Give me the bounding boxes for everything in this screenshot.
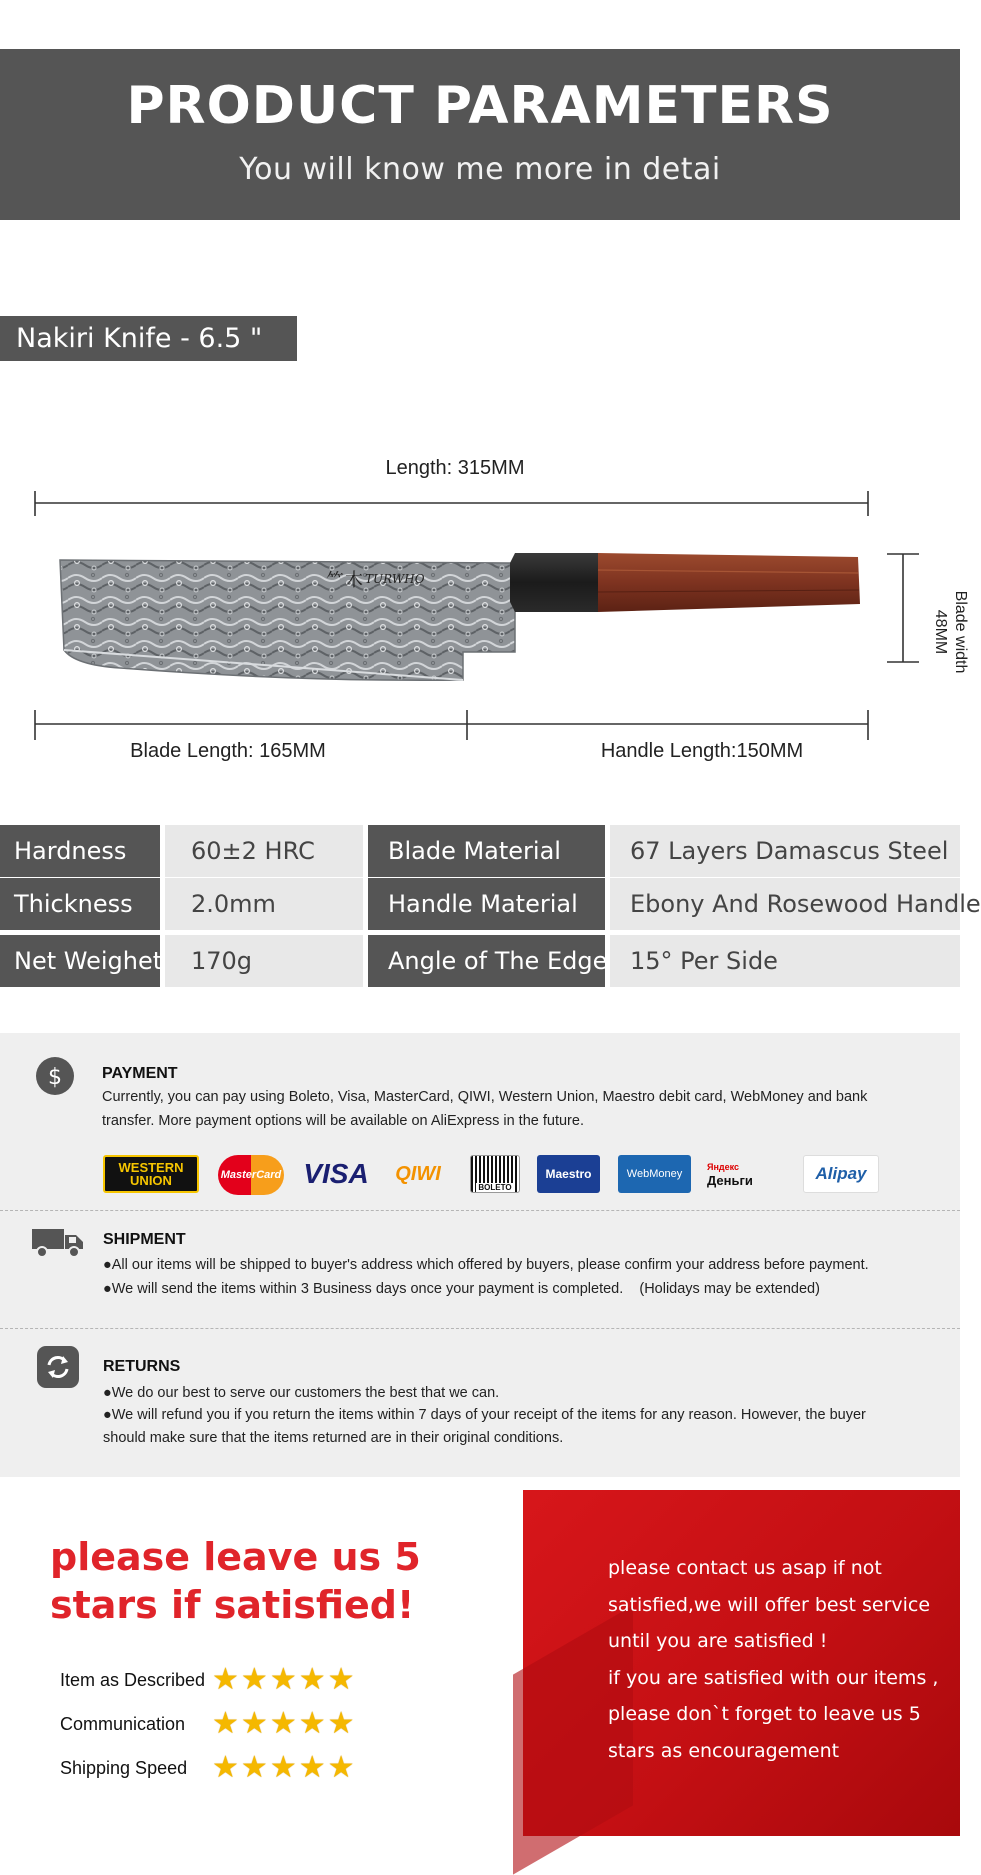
boleto-text: BOLETO <box>478 1183 512 1192</box>
blade-width-value: 48MM <box>932 609 949 655</box>
star-icon: ★ <box>298 1750 326 1785</box>
rating-label: Item as Described <box>60 1669 206 1690</box>
qiwi-logo: QIWI <box>395 1162 441 1185</box>
western-union-logo <box>103 1155 199 1193</box>
returns-line-3: should make sure that the items returned are in their original conditions. <box>103 1430 564 1446</box>
svg-text:$: $ <box>48 1065 62 1090</box>
star-icon: ★ <box>269 1750 297 1785</box>
star-icon: ★ <box>212 1662 239 1697</box>
star-icon: ★ <box>327 1706 355 1741</box>
payment-line-2: transfer. More payment options will be available on AliExpress in the future. <box>102 1113 584 1129</box>
knife-dimension-diagram <box>0 440 960 770</box>
model-tag: Nakiri Knife - 6.5 " <box>0 316 297 361</box>
rating-row <box>60 1707 357 1741</box>
star-icon: ★ <box>298 1662 326 1697</box>
spec-label-handle-material: Handle Material <box>368 878 605 930</box>
rating-label: Communication <box>60 1713 186 1734</box>
boleto-logo <box>470 1155 520 1193</box>
promo-message <box>608 1550 948 1769</box>
blade-length-label: Blade Length: 165MM <box>130 740 326 762</box>
spec-value-thickness: 2.0mm <box>165 878 363 930</box>
blade-brand-text: TURWHO <box>365 572 425 586</box>
divider <box>0 1210 960 1211</box>
blade-width-dimension-line <box>887 554 919 662</box>
promo-title-line-2: stars if satisfied! <box>50 1583 415 1627</box>
star-icon: ★ <box>212 1750 239 1785</box>
promo-message-line: satisfied,we will offer best service <box>608 1593 931 1616</box>
star-icon: ★ <box>269 1706 297 1741</box>
yandex-text-2: Деньги <box>707 1173 753 1188</box>
promo-message-line: please don`t forget to leave us 5 <box>608 1703 921 1725</box>
western-union-text-2: UNION <box>130 1173 172 1188</box>
star-icon: ★ <box>240 1750 268 1785</box>
promo-message-line: stars as encouragement <box>608 1739 840 1762</box>
shipment-title: SHIPMENT <box>103 1231 186 1248</box>
star-icon: ★ <box>240 1706 268 1741</box>
western-union-text-1: WESTERN <box>118 1160 184 1175</box>
promo-message-line: until you are satisfied ! <box>608 1630 828 1652</box>
handle-rosewood <box>598 553 860 612</box>
promo-title-line-1: please leave us 5 <box>50 1535 421 1579</box>
rating-row <box>60 1663 357 1697</box>
webmoney-logo: WebMoney <box>618 1155 691 1193</box>
knife-blade <box>60 560 515 680</box>
spec-label-edge-angle: Angle of The Edge <box>368 935 605 987</box>
handle-ferrule <box>510 553 598 612</box>
refresh-icon <box>36 1345 80 1389</box>
svg-text:⺮: ⺮ <box>326 570 344 591</box>
dollar-icon <box>34 1055 76 1097</box>
star-icon: ★ <box>269 1662 297 1697</box>
alipay-logo: Alipay <box>803 1155 879 1193</box>
truck-icon <box>30 1225 86 1261</box>
spec-value-net-weight: 170g <box>165 935 363 987</box>
promo-title <box>50 1533 450 1629</box>
maestro-logo: Maestro <box>537 1155 600 1193</box>
yandex-money-logo <box>707 1155 787 1193</box>
spec-value-blade-material: 67 Layers Damascus Steel <box>610 825 960 877</box>
spec-value-edge-angle: 15° Per Side <box>610 935 960 987</box>
spec-label-blade-material: Blade Material <box>368 825 605 877</box>
spec-label-thickness: Thickness <box>0 878 160 930</box>
rating-label: Shipping Speed <box>60 1757 188 1778</box>
shipment-line-2: ●We will send the items within 3 Business days once your payment is completed. (Holidays may be extended) <box>103 1281 820 1297</box>
mastercard-logo: MasterCard <box>218 1155 284 1195</box>
star-icon: ★ <box>327 1750 355 1785</box>
star-icon: ★ <box>240 1662 268 1697</box>
payment-line-1: Currently, you can pay using Boleto, Visa, MasterCard, QIWI, Western Union, Maestro debit card, WebMoney and bank <box>102 1089 868 1105</box>
spec-label-hardness: Hardness <box>0 825 160 877</box>
page-title: PRODUCT PARAMETERS <box>126 76 834 136</box>
shipment-line-1: ●All our items will be shipped to buyer's address which offered by buyers, please confirm your address before payment. <box>103 1257 869 1273</box>
divider <box>0 1328 960 1329</box>
returns-line-1: ●We do our best to serve our customers the best that we can. <box>103 1385 500 1401</box>
spec-value-handle-material: Ebony And Rosewood Handle <box>610 878 960 930</box>
rating-row <box>60 1751 357 1785</box>
blade-width-title: Blade width <box>952 590 969 674</box>
payment-title: PAYMENT <box>102 1065 178 1082</box>
page-subtitle: You will know me more in detai <box>239 152 721 187</box>
blade-width-label <box>930 572 970 692</box>
star-icon: ★ <box>327 1662 355 1697</box>
visa-logo: VISA <box>303 1158 369 1189</box>
returns-title: RETURNS <box>103 1358 181 1375</box>
promo-message-line: if you are satisfied with our items , <box>608 1666 939 1689</box>
blade-handle-dimension-line <box>35 710 868 740</box>
promo-message-line: please contact us asap if not <box>608 1557 882 1579</box>
spec-value-hardness: 60±2 HRC <box>165 825 363 877</box>
svg-text:木: 木 <box>345 570 363 591</box>
length-label: Length: 315MM <box>385 457 525 479</box>
returns-line-2: ●We will refund you if you return the items within 7 days of your receipt of the items for any reason. However, the buyer <box>103 1407 866 1423</box>
spec-label-net-weight: Net Weighet <box>0 935 160 987</box>
length-dimension-line <box>35 491 868 516</box>
star-icon: ★ <box>298 1706 326 1741</box>
handle-length-label: Handle Length:150MM <box>600 740 804 762</box>
star-icon: ★ <box>212 1706 239 1741</box>
yandex-text-1: Яндекс <box>707 1162 740 1172</box>
